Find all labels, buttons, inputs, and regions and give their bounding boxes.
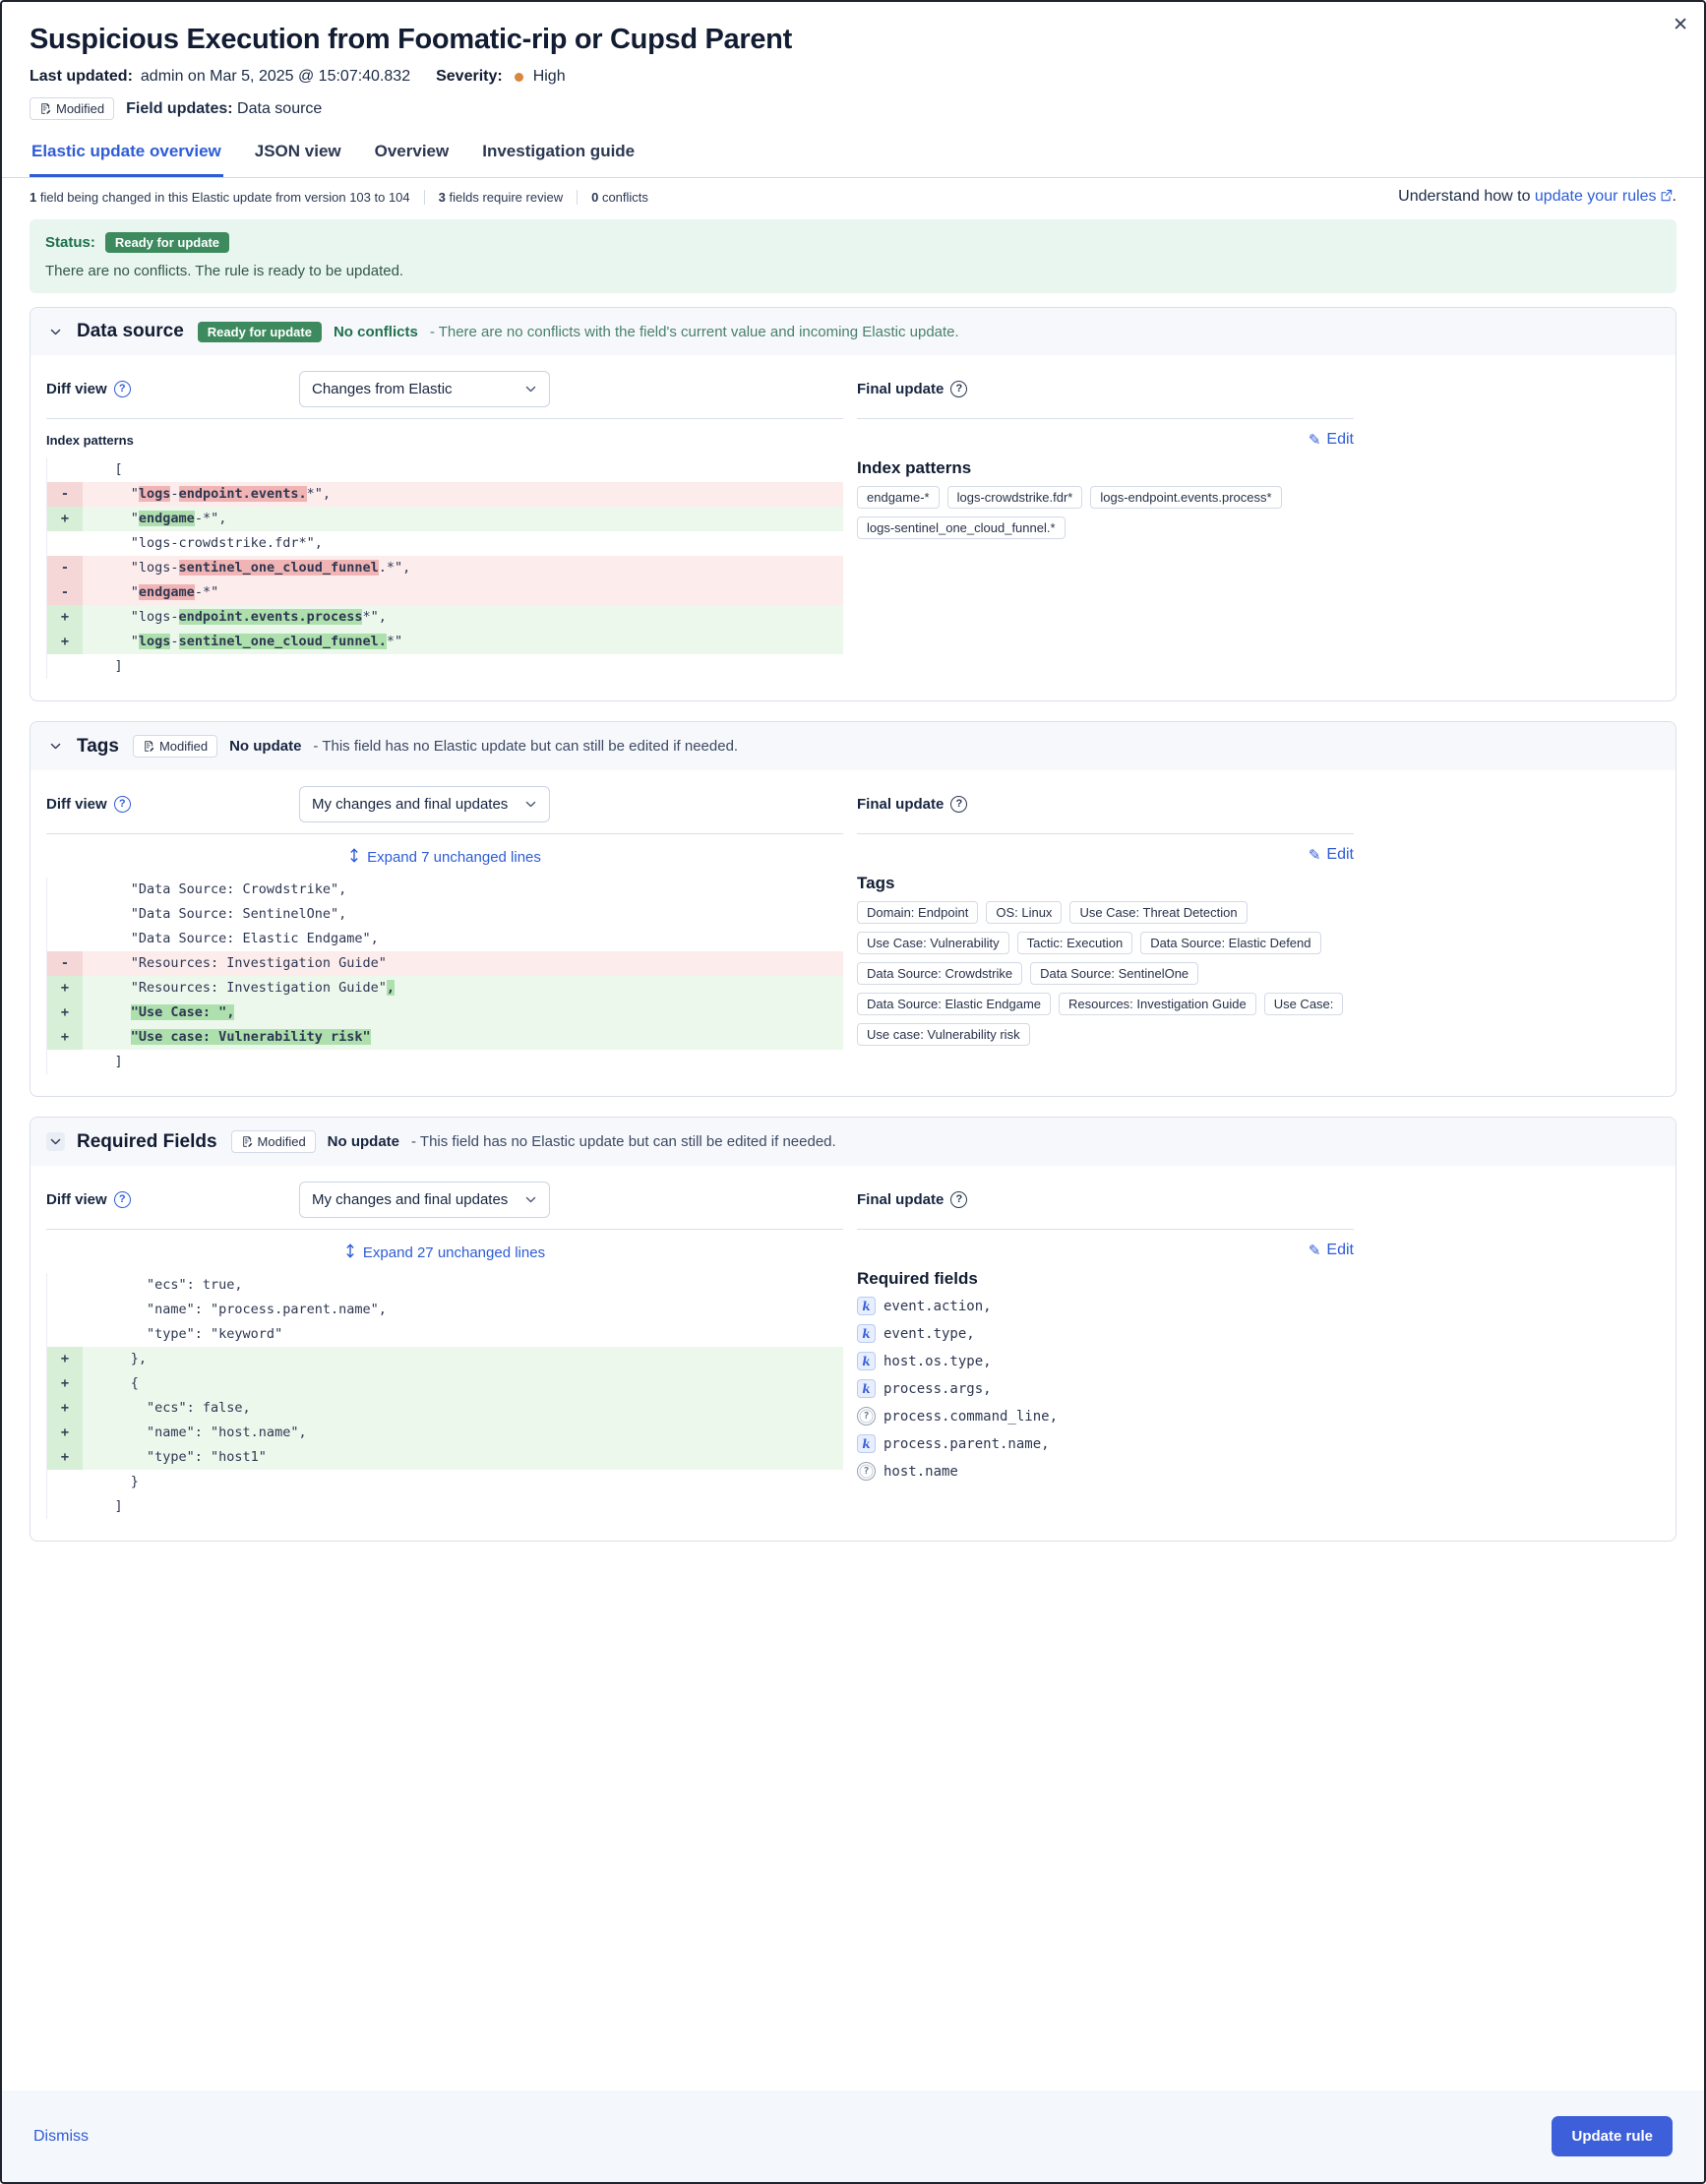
required-field-name: host.os.type, <box>883 1353 992 1369</box>
value-badge: Data Source: SentinelOne <box>1030 962 1198 985</box>
unknown-type-icon: ? <box>857 1462 876 1481</box>
status-label: Status: <box>45 234 95 251</box>
diff-gutter <box>47 457 83 482</box>
tab-elastic-update-overview[interactable]: Elastic update overview <box>30 138 223 177</box>
keyword-type-icon: k <box>857 1297 876 1315</box>
diff-line <box>47 1470 843 1494</box>
diff-gutter: + <box>47 507 83 531</box>
required-field-item <box>857 1352 1354 1370</box>
diff-line <box>47 1298 843 1322</box>
status-callout <box>30 219 1676 293</box>
diff-line <box>47 654 843 679</box>
value-badge: OS: Linux <box>986 901 1062 924</box>
code-segment: "name": "host.name", <box>83 1425 307 1440</box>
diff-gutter <box>47 1050 83 1074</box>
code-segment: .*", <box>378 560 411 576</box>
tab-investigation-guide[interactable]: Investigation guide <box>480 138 637 177</box>
code-segment: "ecs": false, <box>83 1400 251 1416</box>
code-segment: - <box>170 486 179 502</box>
code-segment: "Resources: Investigation Guide" <box>83 980 387 996</box>
value-badges <box>857 486 1354 539</box>
diff-code-block <box>46 878 843 1074</box>
required-field-item <box>857 1379 1354 1398</box>
code-segment: { <box>83 1375 139 1391</box>
diff-field-label: Index patterns <box>46 433 134 448</box>
code-segment: *", <box>362 609 387 625</box>
collapse-section-button[interactable] <box>46 737 65 756</box>
diff-gutter: + <box>47 976 83 1001</box>
final-update-label: Final update ? <box>857 796 967 813</box>
section-data-source <box>30 307 1676 701</box>
code-segment: logs <box>138 634 171 649</box>
diff-gutter <box>47 1298 83 1322</box>
section-status-label: No update <box>327 1133 400 1150</box>
code-segment: "logs- <box>83 609 179 625</box>
value-badges <box>857 901 1354 1046</box>
divider <box>46 418 843 419</box>
diff-gutter: + <box>47 605 83 630</box>
final-update-label: Final update ? <box>857 381 967 397</box>
final-update-label: Final update ? <box>857 1191 967 1208</box>
diff-gutter <box>47 1273 83 1298</box>
code-segment: " <box>83 486 139 502</box>
value-badge: Use case: Vulnerability risk <box>857 1023 1030 1046</box>
code-segment <box>83 1004 131 1020</box>
help-text: Understand how to update your rules . <box>1398 188 1676 205</box>
summary-stat: 3 fields require review <box>424 190 577 205</box>
section-title: Data source <box>77 321 184 341</box>
diff-gutter <box>47 902 83 927</box>
code-segment: ] <box>83 658 123 674</box>
diff-gutter <box>47 1322 83 1347</box>
external-link-icon <box>1657 188 1673 205</box>
modified-badge: Modified <box>133 735 217 758</box>
diff-line <box>47 1050 843 1074</box>
diff-line <box>47 1421 843 1445</box>
chevron-down-icon <box>524 798 537 811</box>
dismiss-button[interactable]: Dismiss <box>33 2127 89 2145</box>
diff-gutter: - <box>47 951 83 976</box>
help-icon[interactable]: ? <box>114 381 131 397</box>
value-badge: logs-sentinel_one_cloud_funnel.* <box>857 516 1066 539</box>
section-required-fields <box>30 1117 1676 1542</box>
keyword-type-icon: k <box>857 1352 876 1370</box>
code-segment: "Data Source: Crowdstrike", <box>83 881 347 897</box>
diff-line <box>47 507 843 531</box>
diff-gutter: + <box>47 1445 83 1470</box>
diff-line <box>47 927 843 951</box>
expand-unchanged-lines-link[interactable]: Expand 27 unchanged lines <box>344 1244 545 1262</box>
diff-gutter <box>47 654 83 679</box>
field-updates-value: Data source <box>237 99 323 117</box>
field-updates-label: Field updates: <box>126 99 233 117</box>
modified-badge: Modified <box>231 1130 316 1153</box>
code-segment: , <box>386 980 395 996</box>
code-segment: "name": "process.parent.name", <box>83 1302 387 1317</box>
value-badge: Data Source: Elastic Endgame <box>857 993 1051 1015</box>
tab-json-view[interactable]: JSON view <box>253 138 343 177</box>
diff-line <box>47 1371 843 1396</box>
expand-icon <box>348 848 360 867</box>
required-field-item <box>857 1297 1354 1315</box>
section-status-description: - There are no conflicts with the field's current value and incoming Elastic update. <box>429 323 959 340</box>
diff-line <box>47 1396 843 1421</box>
diff-line <box>47 457 843 482</box>
diff-line <box>47 531 843 556</box>
code-segment: *", <box>306 486 331 502</box>
update-rule-button[interactable]: Update rule <box>1552 2116 1673 2156</box>
final-value-heading: Required fields <box>857 1269 978 1288</box>
code-segment: "Use case: Vulnerability risk" <box>130 1029 371 1045</box>
required-field-name: process.parent.name, <box>883 1435 1050 1452</box>
section-status-description: - This field has no Elastic update but can still be edited if needed. <box>313 738 739 755</box>
summary-stat: 1 field being changed in this Elastic update from version 103 to 104 <box>30 189 410 205</box>
pencil-icon: ✎ <box>1308 432 1321 449</box>
page-title: Suspicious Execution from Foomatic-rip or Cupsd Parent <box>30 24 792 55</box>
divider <box>857 1229 1354 1230</box>
diff-view-label: Diff view ? <box>46 1191 299 1208</box>
section-status-description: - This field has no Elastic update but can still be edited if needed. <box>411 1133 836 1150</box>
code-segment: *" <box>386 634 403 649</box>
final-update-column <box>857 369 1354 679</box>
diff-gutter: + <box>47 1371 83 1396</box>
section-header <box>30 722 1676 770</box>
diff-line <box>47 878 843 902</box>
diff-line <box>47 976 843 1001</box>
tab-bar <box>2 120 1704 178</box>
diff-gutter: + <box>47 1025 83 1050</box>
tab-overview[interactable]: Overview <box>373 138 452 177</box>
required-field-name: process.args, <box>883 1380 992 1397</box>
document-edit-icon <box>241 1135 253 1148</box>
section-title: Required Fields <box>77 1130 217 1152</box>
rule-badges-row <box>30 97 1676 120</box>
diff-code-block <box>46 457 843 679</box>
code-segment: ] <box>83 1054 123 1069</box>
code-segment: sentinel_one_cloud_funnel <box>178 560 379 576</box>
diff-line <box>47 630 843 654</box>
code-segment <box>83 1029 131 1045</box>
required-field-name: event.type, <box>883 1325 975 1342</box>
value-badge: logs-crowdstrike.fdr* <box>947 486 1083 509</box>
value-badge: Use Case: Threat Detection <box>1069 901 1247 924</box>
help-icon[interactable]: ? <box>950 796 967 813</box>
diff-view-label: Diff view ? <box>46 796 299 813</box>
diff-line <box>47 482 843 507</box>
code-segment: "type": "host1" <box>83 1449 267 1465</box>
code-segment: "Data Source: Elastic Endgame", <box>83 931 379 946</box>
section-tags <box>30 721 1676 1097</box>
summary-stat: 0 conflicts <box>577 190 662 205</box>
required-field-name: process.command_line, <box>883 1408 1059 1425</box>
code-segment: " <box>83 634 139 649</box>
section-title: Tags <box>77 735 119 757</box>
modified-badge <box>30 97 114 120</box>
document-edit-icon <box>39 102 51 115</box>
value-badge: Domain: Endpoint <box>857 901 978 924</box>
code-segment: "Resources: Investigation Guide" <box>83 955 387 971</box>
code-segment: }, <box>83 1351 148 1366</box>
diff-gutter: + <box>47 1396 83 1421</box>
keyword-type-icon: k <box>857 1379 876 1398</box>
ready-for-update-badge: Ready for update <box>198 322 322 342</box>
diff-view-label: Diff view ? <box>46 381 299 397</box>
code-segment: endgame <box>138 511 195 526</box>
rule-meta <box>30 68 1676 86</box>
diff-line <box>47 902 843 927</box>
ready-for-update-badge: Ready for update <box>105 232 229 253</box>
section-status-label: No update <box>229 738 302 755</box>
diff-column <box>46 1180 843 1519</box>
chevron-down-icon <box>524 1193 537 1206</box>
code-segment: endgame <box>138 584 195 600</box>
update-stats <box>30 190 662 205</box>
pencil-icon: ✎ <box>1308 1243 1321 1259</box>
diff-line <box>47 556 843 580</box>
diff-gutter <box>47 1470 83 1494</box>
final-value-heading: Tags <box>857 874 895 892</box>
diff-view-select[interactable]: Changes from Elastic <box>299 371 550 407</box>
collapse-section-button[interactable] <box>46 1132 65 1151</box>
diff-gutter: - <box>47 580 83 605</box>
code-segment: "type": "keyword" <box>83 1326 283 1342</box>
flyout-header <box>2 2 1704 120</box>
diff-line <box>47 1025 843 1050</box>
diff-gutter <box>47 878 83 902</box>
final-value-heading: Index patterns <box>857 458 972 477</box>
divider <box>46 833 843 834</box>
required-fields-list <box>857 1297 1354 1481</box>
diff-column <box>46 369 843 679</box>
flyout-footer <box>2 2091 1704 2182</box>
code-segment: "Data Source: SentinelOne", <box>83 906 347 922</box>
code-segment: "Use Case: ", <box>130 1004 235 1020</box>
expand-icon <box>344 1244 356 1262</box>
code-segment: " <box>83 511 139 526</box>
required-field-item <box>857 1434 1354 1453</box>
value-badge: logs-endpoint.events.process* <box>1090 486 1281 509</box>
value-badge: Use Case: Vulnerability <box>857 932 1009 954</box>
code-segment: ] <box>83 1498 123 1514</box>
keyword-type-icon: k <box>857 1324 876 1343</box>
diff-line <box>47 1001 843 1025</box>
update-summary-row <box>2 178 1704 215</box>
severity-label: Severity: <box>436 68 503 85</box>
edit-button[interactable]: ✎ Edit <box>1308 1242 1354 1259</box>
diff-line <box>47 1322 843 1347</box>
diff-gutter <box>47 531 83 556</box>
last-updated-label: Last updated: <box>30 68 133 85</box>
collapse-section-button[interactable] <box>46 323 65 341</box>
diff-view-select[interactable]: My changes and final updates <box>299 1182 550 1218</box>
value-badge: Data Source: Elastic Defend <box>1140 932 1320 954</box>
code-segment: " <box>83 584 139 600</box>
last-updated-value: admin on Mar 5, 2025 @ 15:07:40.832 <box>140 68 411 85</box>
diff-line <box>47 1494 843 1519</box>
code-segment: -*", <box>194 511 227 526</box>
value-badge: Tactic: Execution <box>1017 932 1133 954</box>
diff-gutter: - <box>47 482 83 507</box>
field-sections <box>2 293 1704 2091</box>
required-field-item <box>857 1324 1354 1343</box>
diff-view-select[interactable]: My changes and final updates <box>299 786 550 822</box>
help-icon[interactable]: ? <box>114 796 131 813</box>
code-segment: - <box>170 634 179 649</box>
code-segment: -*" <box>194 584 219 600</box>
code-segment: "ecs": true, <box>83 1277 243 1293</box>
severity-high-dot <box>515 73 523 82</box>
edit-button[interactable]: ✎ Edit <box>1308 846 1354 864</box>
code-segment: endpoint.events.process <box>178 609 363 625</box>
divider <box>857 833 1354 834</box>
diff-column <box>46 784 843 1074</box>
unknown-type-icon: ? <box>857 1407 876 1426</box>
code-segment: [ <box>83 461 123 477</box>
diff-gutter: - <box>47 556 83 580</box>
diff-gutter: + <box>47 1347 83 1371</box>
help-icon[interactable]: ? <box>950 381 967 397</box>
required-field-item <box>857 1462 1354 1481</box>
expand-unchanged-lines-link[interactable]: Expand 7 unchanged lines <box>348 848 541 867</box>
diff-gutter <box>47 1494 83 1519</box>
update-your-rules-link[interactable]: update your rules <box>1534 188 1657 205</box>
diff-gutter: + <box>47 1001 83 1025</box>
final-update-column <box>857 1180 1354 1519</box>
divider <box>857 418 1354 419</box>
required-field-name: host.name <box>883 1463 958 1480</box>
final-update-column <box>857 784 1354 1074</box>
code-segment: endpoint.events. <box>178 486 307 502</box>
diff-line <box>47 951 843 976</box>
section-header <box>30 308 1676 355</box>
divider <box>46 1229 843 1230</box>
diff-gutter <box>47 927 83 951</box>
value-badge: Use Case: <box>1264 993 1344 1015</box>
section-status-label: No conflicts <box>333 323 418 340</box>
code-segment: "logs-crowdstrike.fdr*", <box>83 535 323 551</box>
help-icon[interactable]: ? <box>114 1191 131 1208</box>
diff-gutter: + <box>47 1421 83 1445</box>
diff-line <box>47 580 843 605</box>
severity-value: High <box>532 68 566 85</box>
code-segment: } <box>83 1474 139 1489</box>
help-icon[interactable]: ? <box>950 1191 967 1208</box>
diff-code-block <box>46 1273 843 1519</box>
close-icon[interactable]: ✕ <box>1673 15 1688 35</box>
required-field-item <box>857 1407 1354 1426</box>
value-badge: Resources: Investigation Guide <box>1059 993 1256 1015</box>
code-segment: sentinel_one_cloud_funnel. <box>178 634 387 649</box>
diff-line <box>47 1273 843 1298</box>
pencil-icon: ✎ <box>1308 847 1321 864</box>
required-field-name: event.action, <box>883 1298 992 1314</box>
keyword-type-icon: k <box>857 1434 876 1453</box>
section-header <box>30 1118 1676 1166</box>
status-message: There are no conflicts. The rule is ready to be updated. <box>45 263 404 279</box>
code-segment: logs <box>138 486 171 502</box>
document-edit-icon <box>143 740 154 753</box>
diff-line <box>47 1445 843 1470</box>
value-badge: Data Source: Crowdstrike <box>857 962 1022 985</box>
diff-line <box>47 605 843 630</box>
code-segment: "logs- <box>83 560 179 576</box>
edit-button[interactable]: ✎ Edit <box>1308 431 1354 449</box>
diff-line <box>47 1347 843 1371</box>
value-badge: endgame-* <box>857 486 940 509</box>
modified-badge-label: Modified <box>56 101 105 116</box>
diff-gutter: + <box>47 630 83 654</box>
chevron-down-icon <box>524 383 537 395</box>
